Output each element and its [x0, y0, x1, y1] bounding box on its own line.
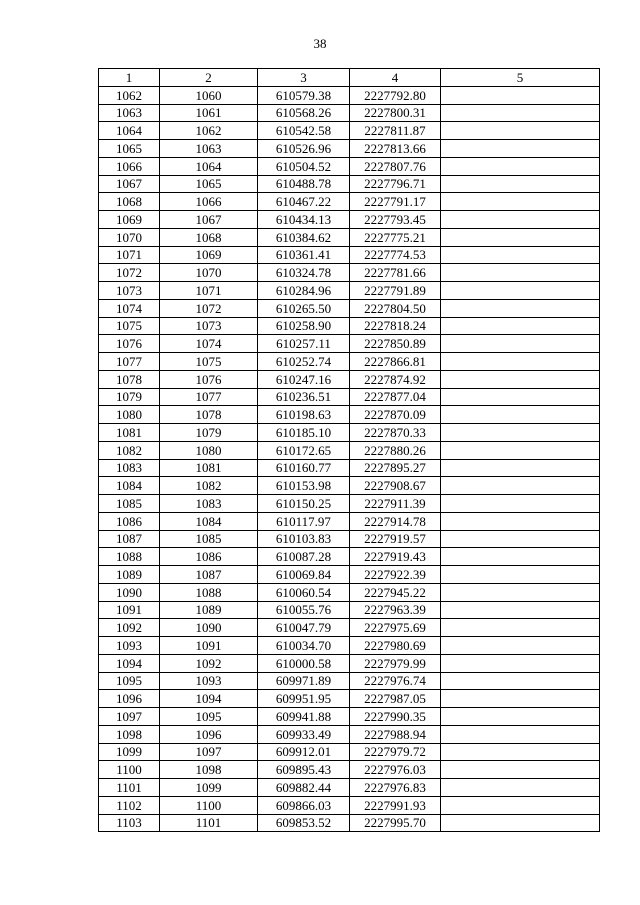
- point-number-cell: 1103: [99, 814, 160, 832]
- y-coordinate-cell: 2227911.39: [350, 495, 441, 513]
- x-coordinate-cell: 610324.78: [258, 264, 350, 282]
- y-coordinate-cell: 2227870.09: [350, 406, 441, 424]
- y-coordinate-cell: 2227813.66: [350, 140, 441, 158]
- previous-point-cell: 1094: [160, 690, 258, 708]
- page-number: 38: [313, 36, 327, 51]
- y-coordinate-cell: 2227804.50: [350, 299, 441, 317]
- y-coordinate-cell: 2227807.76: [350, 157, 441, 175]
- point-number-cell: 1097: [99, 708, 160, 726]
- x-coordinate-cell: 610000.58: [258, 654, 350, 672]
- notes-cell: [441, 796, 600, 814]
- table-row: [99, 441, 600, 459]
- point-number-cell: 1062: [99, 86, 160, 104]
- y-coordinate-cell: 2227895.27: [350, 459, 441, 477]
- y-coordinate-cell: 2227991.93: [350, 796, 441, 814]
- x-coordinate-cell: 610047.79: [258, 619, 350, 637]
- y-coordinate-cell: 2227791.89: [350, 282, 441, 300]
- previous-point-cell: 1062: [160, 122, 258, 140]
- point-number-cell: 1079: [99, 388, 160, 406]
- table-row: [99, 566, 600, 584]
- previous-point-cell: 1101: [160, 814, 258, 832]
- table-row: [99, 637, 600, 655]
- previous-point-cell: 1064: [160, 157, 258, 175]
- table-row: [99, 104, 600, 122]
- notes-cell: [441, 140, 600, 158]
- y-coordinate-cell: 2227818.24: [350, 317, 441, 335]
- point-number-cell: 1098: [99, 725, 160, 743]
- point-number-cell: 1070: [99, 228, 160, 246]
- x-coordinate-cell: 610236.51: [258, 388, 350, 406]
- notes-cell: [441, 583, 600, 601]
- point-number-cell: 1085: [99, 495, 160, 513]
- table-row: [99, 512, 600, 530]
- point-number-cell: 1063: [99, 104, 160, 122]
- x-coordinate-cell: 610568.26: [258, 104, 350, 122]
- table-row: [99, 157, 600, 175]
- notes-cell: [441, 193, 600, 211]
- point-number-cell: 1092: [99, 619, 160, 637]
- y-coordinate-cell: 2227792.80: [350, 86, 441, 104]
- x-coordinate-cell: 610087.28: [258, 548, 350, 566]
- point-number-cell: 1080: [99, 406, 160, 424]
- previous-point-cell: 1060: [160, 86, 258, 104]
- point-number-cell: 1067: [99, 175, 160, 193]
- x-coordinate-cell: 610198.63: [258, 406, 350, 424]
- coordinates-table: [98, 68, 600, 832]
- x-coordinate-cell: 609912.01: [258, 743, 350, 761]
- point-number-cell: 1089: [99, 566, 160, 584]
- table-row: [99, 211, 600, 229]
- table-row: [99, 583, 600, 601]
- previous-point-cell: 1068: [160, 228, 258, 246]
- x-coordinate-cell: 610034.70: [258, 637, 350, 655]
- x-coordinate-cell: 609895.43: [258, 761, 350, 779]
- table-row: [99, 459, 600, 477]
- x-coordinate-cell: 610160.77: [258, 459, 350, 477]
- x-coordinate-cell: 610055.76: [258, 601, 350, 619]
- x-coordinate-cell: 610117.97: [258, 512, 350, 530]
- x-coordinate-cell: 610284.96: [258, 282, 350, 300]
- previous-point-cell: 1082: [160, 477, 258, 495]
- notes-cell: [441, 601, 600, 619]
- notes-cell: [441, 761, 600, 779]
- table-row: [99, 353, 600, 371]
- point-number-cell: 1083: [99, 459, 160, 477]
- y-coordinate-cell: 2227975.69: [350, 619, 441, 637]
- point-number-cell: 1086: [99, 512, 160, 530]
- point-number-cell: 1082: [99, 441, 160, 459]
- notes-cell: [441, 530, 600, 548]
- previous-point-cell: 1070: [160, 264, 258, 282]
- table-row: [99, 672, 600, 690]
- point-number-cell: 1072: [99, 264, 160, 282]
- x-coordinate-cell: 609971.89: [258, 672, 350, 690]
- previous-point-cell: 1091: [160, 637, 258, 655]
- x-coordinate-cell: 610488.78: [258, 175, 350, 193]
- y-coordinate-cell: 2227775.21: [350, 228, 441, 246]
- table-row: [99, 654, 600, 672]
- previous-point-cell: 1087: [160, 566, 258, 584]
- point-number-cell: 1081: [99, 424, 160, 442]
- column-header-2: 2: [160, 69, 258, 87]
- point-number-cell: 1088: [99, 548, 160, 566]
- x-coordinate-cell: 610172.65: [258, 441, 350, 459]
- y-coordinate-cell: 2227850.89: [350, 335, 441, 353]
- header-row: [99, 69, 600, 87]
- y-coordinate-cell: 2227922.39: [350, 566, 441, 584]
- x-coordinate-cell: 609933.49: [258, 725, 350, 743]
- notes-cell: [441, 122, 600, 140]
- table-row: [99, 122, 600, 140]
- y-coordinate-cell: 2227877.04: [350, 388, 441, 406]
- point-number-cell: 1095: [99, 672, 160, 690]
- previous-point-cell: 1065: [160, 175, 258, 193]
- y-coordinate-cell: 2227976.74: [350, 672, 441, 690]
- table-row: [99, 140, 600, 158]
- table-row: [99, 86, 600, 104]
- point-number-cell: 1091: [99, 601, 160, 619]
- notes-cell: [441, 672, 600, 690]
- notes-cell: [441, 388, 600, 406]
- table-row: [99, 690, 600, 708]
- point-number-cell: 1099: [99, 743, 160, 761]
- previous-point-cell: 1071: [160, 282, 258, 300]
- notes-cell: [441, 548, 600, 566]
- point-number-cell: 1078: [99, 370, 160, 388]
- previous-point-cell: 1076: [160, 370, 258, 388]
- notes-cell: [441, 637, 600, 655]
- y-coordinate-cell: 2227919.57: [350, 530, 441, 548]
- notes-cell: [441, 175, 600, 193]
- notes-cell: [441, 104, 600, 122]
- point-number-cell: 1087: [99, 530, 160, 548]
- table-row: [99, 708, 600, 726]
- table-row: [99, 548, 600, 566]
- point-number-cell: 1074: [99, 299, 160, 317]
- notes-cell: [441, 459, 600, 477]
- x-coordinate-cell: 610504.52: [258, 157, 350, 175]
- previous-point-cell: 1079: [160, 424, 258, 442]
- y-coordinate-cell: 2227976.03: [350, 761, 441, 779]
- point-number-cell: 1096: [99, 690, 160, 708]
- notes-cell: [441, 814, 600, 832]
- notes-cell: [441, 743, 600, 761]
- notes-cell: [441, 228, 600, 246]
- notes-cell: [441, 317, 600, 335]
- notes-cell: [441, 690, 600, 708]
- y-coordinate-cell: 2227870.33: [350, 424, 441, 442]
- x-coordinate-cell: 610258.90: [258, 317, 350, 335]
- previous-point-cell: 1097: [160, 743, 258, 761]
- previous-point-cell: 1077: [160, 388, 258, 406]
- previous-point-cell: 1072: [160, 299, 258, 317]
- previous-point-cell: 1098: [160, 761, 258, 779]
- x-coordinate-cell: 610069.84: [258, 566, 350, 584]
- previous-point-cell: 1088: [160, 583, 258, 601]
- table-row: [99, 335, 600, 353]
- table-row: [99, 779, 600, 797]
- table-header: [99, 69, 600, 87]
- point-number-cell: 1066: [99, 157, 160, 175]
- y-coordinate-cell: 2227781.66: [350, 264, 441, 282]
- x-coordinate-cell: 609941.88: [258, 708, 350, 726]
- point-number-cell: 1075: [99, 317, 160, 335]
- x-coordinate-cell: 610060.54: [258, 583, 350, 601]
- notes-cell: [441, 86, 600, 104]
- table-row: [99, 406, 600, 424]
- table-row: [99, 282, 600, 300]
- point-number-cell: 1065: [99, 140, 160, 158]
- table-row: [99, 264, 600, 282]
- previous-point-cell: 1084: [160, 512, 258, 530]
- previous-point-cell: 1090: [160, 619, 258, 637]
- table-row: [99, 246, 600, 264]
- point-number-cell: 1093: [99, 637, 160, 655]
- table-row: [99, 424, 600, 442]
- point-number-cell: 1064: [99, 122, 160, 140]
- notes-cell: [441, 353, 600, 371]
- previous-point-cell: 1099: [160, 779, 258, 797]
- point-number-cell: 1084: [99, 477, 160, 495]
- x-coordinate-cell: 609866.03: [258, 796, 350, 814]
- column-header-1: 1: [99, 69, 160, 87]
- notes-cell: [441, 725, 600, 743]
- point-number-cell: 1094: [99, 654, 160, 672]
- previous-point-cell: 1075: [160, 353, 258, 371]
- y-coordinate-cell: 2227988.94: [350, 725, 441, 743]
- column-header-3: 3: [258, 69, 350, 87]
- x-coordinate-cell: 610265.50: [258, 299, 350, 317]
- table-row: [99, 317, 600, 335]
- previous-point-cell: 1086: [160, 548, 258, 566]
- point-number-cell: 1102: [99, 796, 160, 814]
- point-number-cell: 1101: [99, 779, 160, 797]
- notes-cell: [441, 566, 600, 584]
- notes-cell: [441, 406, 600, 424]
- table-body: [99, 86, 600, 832]
- x-coordinate-cell: 610247.16: [258, 370, 350, 388]
- notes-cell: [441, 512, 600, 530]
- y-coordinate-cell: 2227987.05: [350, 690, 441, 708]
- previous-point-cell: 1089: [160, 601, 258, 619]
- x-coordinate-cell: 610579.38: [258, 86, 350, 104]
- x-coordinate-cell: 609951.95: [258, 690, 350, 708]
- notes-cell: [441, 708, 600, 726]
- previous-point-cell: 1066: [160, 193, 258, 211]
- notes-cell: [441, 779, 600, 797]
- table-row: [99, 725, 600, 743]
- x-coordinate-cell: 610252.74: [258, 353, 350, 371]
- column-header-4: 4: [350, 69, 441, 87]
- previous-point-cell: 1083: [160, 495, 258, 513]
- x-coordinate-cell: 610526.96: [258, 140, 350, 158]
- notes-cell: [441, 477, 600, 495]
- previous-point-cell: 1081: [160, 459, 258, 477]
- previous-point-cell: 1100: [160, 796, 258, 814]
- previous-point-cell: 1069: [160, 246, 258, 264]
- x-coordinate-cell: 609882.44: [258, 779, 350, 797]
- previous-point-cell: 1096: [160, 725, 258, 743]
- y-coordinate-cell: 2227793.45: [350, 211, 441, 229]
- previous-point-cell: 1067: [160, 211, 258, 229]
- x-coordinate-cell: 610103.83: [258, 530, 350, 548]
- notes-cell: [441, 424, 600, 442]
- table-row: [99, 601, 600, 619]
- previous-point-cell: 1085: [160, 530, 258, 548]
- notes-cell: [441, 335, 600, 353]
- x-coordinate-cell: 609853.52: [258, 814, 350, 832]
- previous-point-cell: 1074: [160, 335, 258, 353]
- y-coordinate-cell: 2227979.99: [350, 654, 441, 672]
- y-coordinate-cell: 2227976.83: [350, 779, 441, 797]
- point-number-cell: 1077: [99, 353, 160, 371]
- previous-point-cell: 1080: [160, 441, 258, 459]
- notes-cell: [441, 441, 600, 459]
- previous-point-cell: 1073: [160, 317, 258, 335]
- notes-cell: [441, 370, 600, 388]
- table-row: [99, 761, 600, 779]
- previous-point-cell: 1093: [160, 672, 258, 690]
- y-coordinate-cell: 2227945.22: [350, 583, 441, 601]
- y-coordinate-cell: 2227990.35: [350, 708, 441, 726]
- notes-cell: [441, 299, 600, 317]
- notes-cell: [441, 246, 600, 264]
- x-coordinate-cell: 610384.62: [258, 228, 350, 246]
- column-header-5: 5: [441, 69, 600, 87]
- y-coordinate-cell: 2227811.87: [350, 122, 441, 140]
- notes-cell: [441, 495, 600, 513]
- table-row: [99, 193, 600, 211]
- point-number-cell: 1090: [99, 583, 160, 601]
- y-coordinate-cell: 2227880.26: [350, 441, 441, 459]
- x-coordinate-cell: 610257.11: [258, 335, 350, 353]
- notes-cell: [441, 282, 600, 300]
- x-coordinate-cell: 610434.13: [258, 211, 350, 229]
- y-coordinate-cell: 2227874.92: [350, 370, 441, 388]
- y-coordinate-cell: 2227796.71: [350, 175, 441, 193]
- y-coordinate-cell: 2227980.69: [350, 637, 441, 655]
- y-coordinate-cell: 2227866.81: [350, 353, 441, 371]
- notes-cell: [441, 157, 600, 175]
- x-coordinate-cell: 610150.25: [258, 495, 350, 513]
- notes-cell: [441, 619, 600, 637]
- y-coordinate-cell: 2227963.39: [350, 601, 441, 619]
- previous-point-cell: 1061: [160, 104, 258, 122]
- point-number-cell: 1069: [99, 211, 160, 229]
- table-row: [99, 796, 600, 814]
- table-row: [99, 814, 600, 832]
- y-coordinate-cell: 2227791.17: [350, 193, 441, 211]
- x-coordinate-cell: 610361.41: [258, 246, 350, 264]
- point-number-cell: 1073: [99, 282, 160, 300]
- x-coordinate-cell: 610542.58: [258, 122, 350, 140]
- point-number-cell: 1068: [99, 193, 160, 211]
- point-number-cell: 1076: [99, 335, 160, 353]
- point-number-cell: 1071: [99, 246, 160, 264]
- table-row: [99, 370, 600, 388]
- table-row: [99, 530, 600, 548]
- table-row: [99, 388, 600, 406]
- y-coordinate-cell: 2227800.31: [350, 104, 441, 122]
- y-coordinate-cell: 2227908.67: [350, 477, 441, 495]
- previous-point-cell: 1063: [160, 140, 258, 158]
- table-row: [99, 743, 600, 761]
- previous-point-cell: 1092: [160, 654, 258, 672]
- y-coordinate-cell: 2227919.43: [350, 548, 441, 566]
- y-coordinate-cell: 2227995.70: [350, 814, 441, 832]
- x-coordinate-cell: 610153.98: [258, 477, 350, 495]
- table-row: [99, 619, 600, 637]
- notes-cell: [441, 264, 600, 282]
- point-number-cell: 1100: [99, 761, 160, 779]
- x-coordinate-cell: 610185.10: [258, 424, 350, 442]
- table-row: [99, 228, 600, 246]
- table-row: [99, 175, 600, 193]
- table-row: [99, 299, 600, 317]
- x-coordinate-cell: 610467.22: [258, 193, 350, 211]
- y-coordinate-cell: 2227774.53: [350, 246, 441, 264]
- previous-point-cell: 1078: [160, 406, 258, 424]
- y-coordinate-cell: 2227979.72: [350, 743, 441, 761]
- notes-cell: [441, 654, 600, 672]
- previous-point-cell: 1095: [160, 708, 258, 726]
- table-row: [99, 477, 600, 495]
- notes-cell: [441, 211, 600, 229]
- table-row: [99, 495, 600, 513]
- y-coordinate-cell: 2227914.78: [350, 512, 441, 530]
